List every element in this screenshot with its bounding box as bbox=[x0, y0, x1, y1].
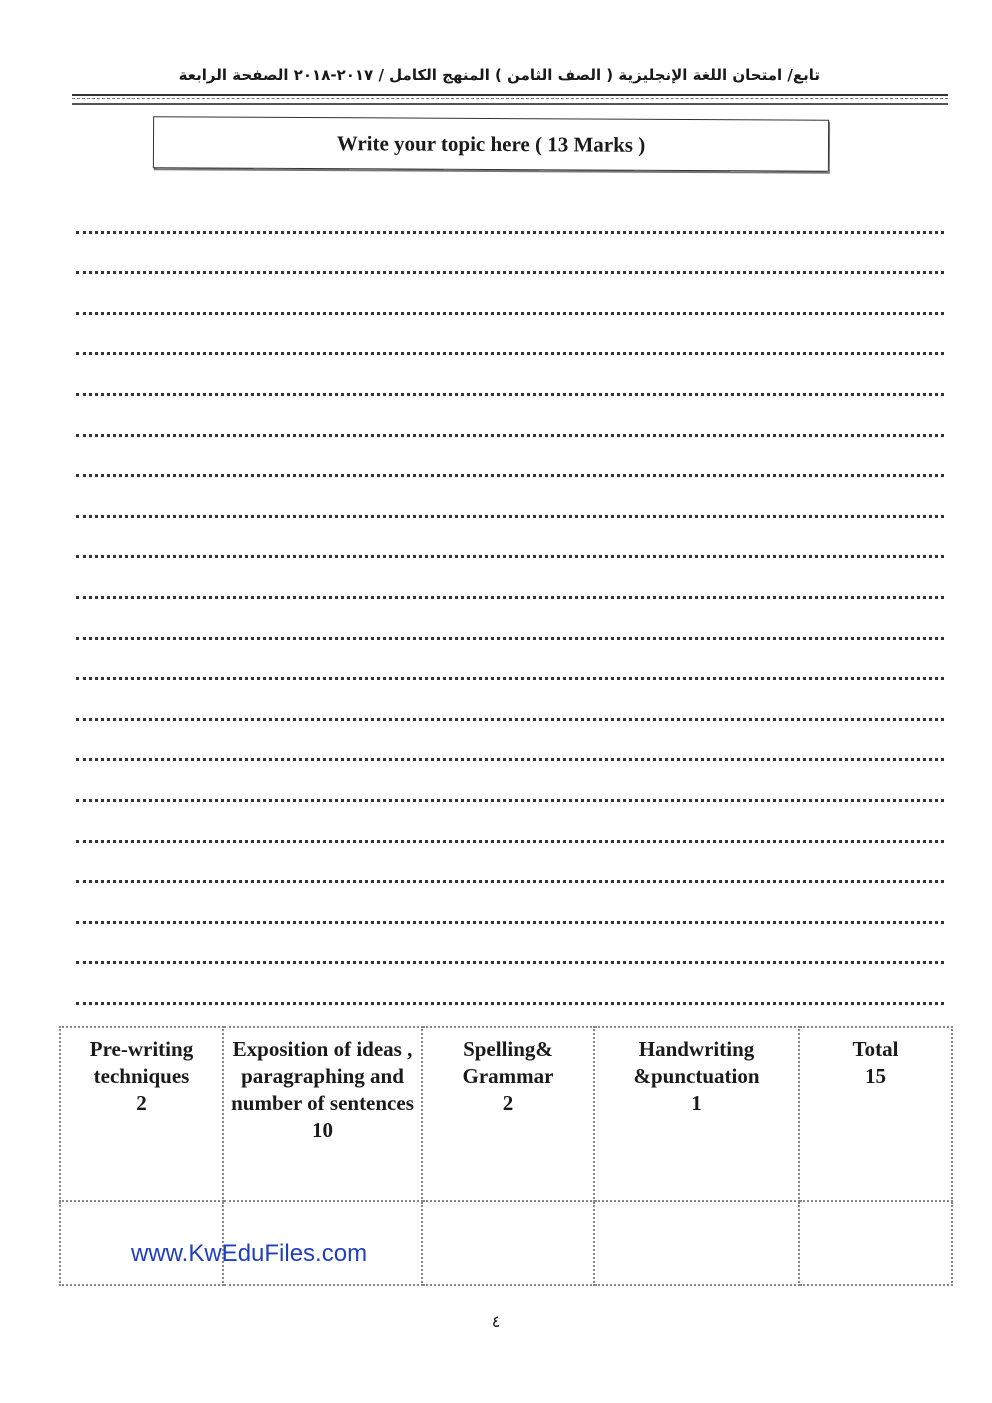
writing-line[interactable] bbox=[76, 396, 944, 437]
topic-title: Write your topic here ( 13 Marks ) bbox=[336, 130, 646, 157]
rubric-label: Exposition of ideas , paragraphing and number of sentences bbox=[231, 1037, 414, 1115]
rubric-label: Pre-writing techniques bbox=[89, 1037, 194, 1088]
writing-line[interactable] bbox=[76, 680, 944, 721]
writing-line[interactable] bbox=[76, 599, 944, 640]
rubric-cell-spelling bbox=[422, 1027, 594, 1201]
writing-line[interactable] bbox=[76, 477, 944, 518]
rubric-header-row bbox=[60, 1027, 952, 1201]
writing-line[interactable] bbox=[76, 802, 944, 843]
writing-line[interactable] bbox=[76, 193, 944, 234]
writing-line[interactable] bbox=[76, 761, 944, 802]
writing-line[interactable] bbox=[76, 640, 944, 681]
score-field-spelling[interactable] bbox=[422, 1201, 594, 1285]
rubric-mark: 1 bbox=[691, 1091, 702, 1115]
writing-line[interactable] bbox=[76, 518, 944, 559]
rubric-mark: 2 bbox=[136, 1091, 147, 1115]
writing-line[interactable] bbox=[76, 843, 944, 884]
writing-line[interactable] bbox=[76, 437, 944, 478]
rubric-mark: 15 bbox=[865, 1064, 886, 1088]
writing-line[interactable] bbox=[76, 964, 944, 1005]
writing-line[interactable] bbox=[76, 234, 944, 275]
writing-line[interactable] bbox=[76, 883, 944, 924]
page-number: ٤ bbox=[491, 1312, 501, 1331]
writing-line[interactable] bbox=[76, 558, 944, 599]
topic-box bbox=[153, 116, 829, 172]
rubric-cell-exposition bbox=[223, 1027, 422, 1201]
writing-line[interactable] bbox=[76, 924, 944, 965]
rubric-mark: 2 bbox=[502, 1091, 514, 1115]
rubric-label: Spelling& Grammar bbox=[462, 1037, 554, 1088]
score-field-handwriting[interactable] bbox=[594, 1201, 799, 1285]
exam-header: تابع/ امتحان اللغة الإنجليزية ( الصف الثامن ) المنهج الكامل / ٢٠١٧-٢٠١٨ الصفحة الرابعة bbox=[178, 66, 820, 84]
writing-line[interactable] bbox=[76, 315, 944, 356]
score-field-total[interactable] bbox=[799, 1201, 952, 1285]
rubric-mark: 10 bbox=[312, 1118, 333, 1142]
rubric-cell-prewriting bbox=[60, 1027, 223, 1201]
writing-line[interactable] bbox=[76, 355, 944, 396]
watermark-link[interactable]: www.KwEduFiles.com bbox=[131, 1240, 368, 1267]
rubric-cell-total bbox=[799, 1027, 952, 1201]
writing-line[interactable] bbox=[76, 274, 944, 315]
rubric-cell-handwriting bbox=[594, 1027, 799, 1201]
rubric-label: Total bbox=[852, 1037, 899, 1061]
rubric-label: Handwriting &punctuation bbox=[633, 1037, 760, 1088]
writing-line[interactable] bbox=[76, 721, 944, 762]
header-divider bbox=[72, 94, 948, 105]
writing-area bbox=[76, 193, 944, 1005]
